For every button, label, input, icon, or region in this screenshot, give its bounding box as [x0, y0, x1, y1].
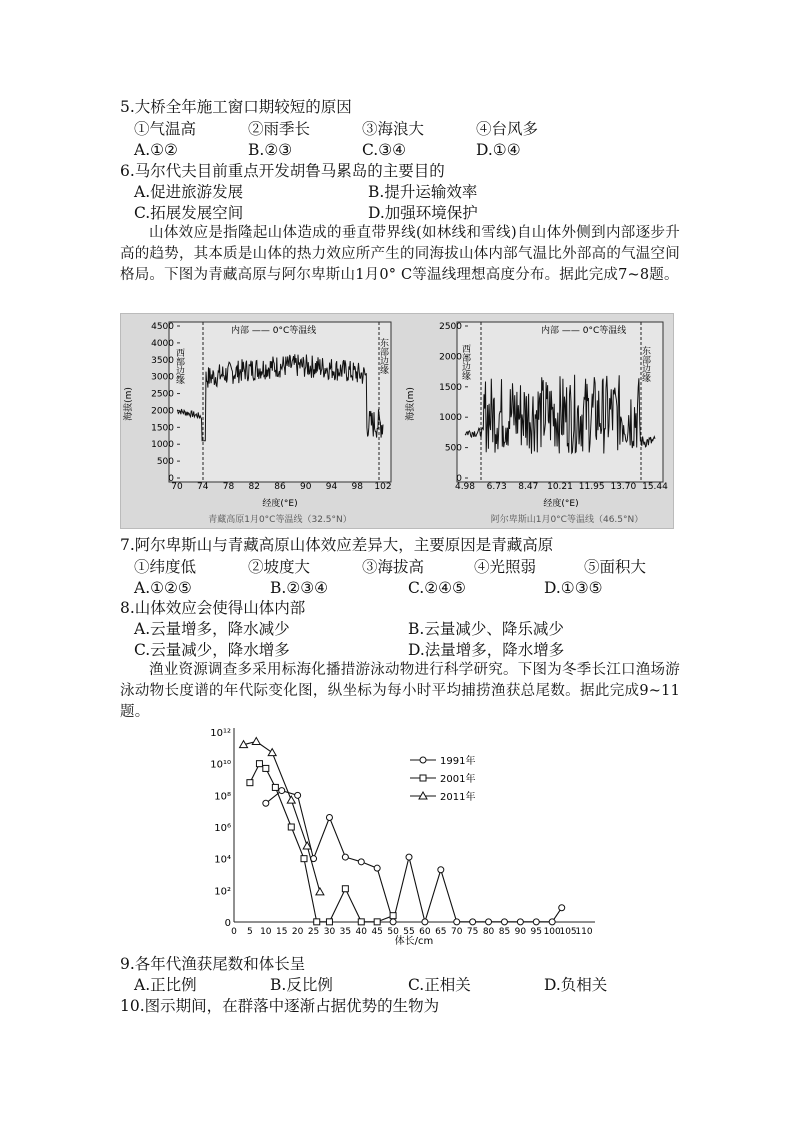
q9-option-a: A.正比例	[134, 976, 197, 994]
q6-option-c: C.拓展发展空间	[134, 204, 244, 222]
chart-xtick: 75	[466, 927, 479, 937]
chart-xtick: 90	[514, 927, 527, 937]
point-1991	[406, 854, 412, 860]
alps-ytick: 2500	[439, 322, 462, 332]
legend-marker	[420, 757, 426, 763]
tibet-xtick: 94	[325, 482, 338, 492]
point-1991	[438, 867, 444, 873]
tibet-ytick: 2000	[151, 406, 174, 417]
point-1991	[263, 800, 269, 806]
q7-choice-4: ④光照弱	[474, 558, 537, 576]
chart-xtick: 25	[307, 927, 320, 937]
point-1991	[533, 919, 539, 925]
point-1991	[422, 919, 428, 925]
chart-xtick: 35	[339, 927, 352, 937]
chart-xtick: 20	[291, 927, 304, 937]
series-line-2	[244, 742, 320, 892]
tibet-xtick: 86	[274, 482, 286, 492]
tibet-ytick: 3500	[151, 355, 174, 366]
point-1991	[517, 919, 523, 925]
q7-option-d: D.①③⑤	[544, 579, 603, 597]
tibet-legend: 内部 —— 0°C等温线	[231, 326, 317, 336]
tibet-ytick: 0	[168, 474, 174, 484]
chart-xtick: 40	[355, 927, 367, 937]
tibet-ytick: 2500	[151, 389, 174, 400]
q8-option-c: C.云量减少，降水增多	[134, 641, 290, 659]
chart-xtick: 100	[543, 927, 561, 937]
chart-ytick: 10¹²	[210, 728, 231, 739]
point-2011	[252, 738, 260, 745]
chart-ytick: 10⁶	[214, 823, 231, 834]
alps-ytick: 1500	[439, 382, 462, 393]
q9-option-b: B.反比例	[270, 976, 333, 994]
q7-stem: 7.阿尔卑斯山与青藏高原山体效应差异大，主要原因是青藏高原	[120, 536, 554, 554]
chart-xtick: 45	[371, 927, 383, 937]
q9-option-d: D.负相关	[544, 976, 608, 994]
chart-ytick: 10²	[214, 886, 231, 898]
point-1991	[549, 919, 555, 925]
point-2001	[272, 784, 278, 790]
q5-choice-3: ③海浪大	[362, 120, 425, 138]
point-1991	[470, 919, 476, 925]
q6-option-b: B.提升运输效率	[368, 183, 478, 201]
chart-xtick: 65	[435, 927, 447, 937]
tibet-xtick: 82	[248, 482, 260, 492]
chart-xtick: 5	[247, 927, 253, 937]
tibet-xtick: 74	[197, 482, 209, 492]
chart-xtick: 80	[482, 927, 495, 937]
chart-ytick: 10⁴	[214, 854, 231, 866]
q8-option-a: A.云量增多，降水减少	[134, 620, 290, 638]
alps-legend: 内部 —— 0°C等温线	[541, 326, 627, 336]
point-2001	[288, 824, 294, 830]
point-1991	[295, 792, 301, 798]
tibet-west-label: 西部边缘	[174, 348, 184, 384]
passage-mountain-effect: 山体效应是指隆起山体造成的垂直带界线(如林线和雪线)自山体外侧到内部逐步升高的趋势，其本质是山体的热力效应所产生的同海拔山体内部气温比外部高的气温空间格局。下图为青藏高原与阿尔卑斯山1月0° C等温线理想高度分布。据此完成7~8题。	[120, 225, 680, 283]
chart-xtick: 105	[559, 927, 577, 937]
q7-option-c: C.②④⑤	[408, 579, 466, 597]
alps-xtick: 15.44	[642, 482, 668, 492]
chart-xlabel: 体长/cm	[394, 936, 434, 947]
point-1991	[342, 854, 348, 860]
chart-xtick: 60	[419, 927, 431, 937]
chart-ytick: 10¹⁰	[210, 759, 231, 771]
alps-ytick: 1000	[439, 413, 462, 424]
chart-xtick: 95	[530, 927, 542, 937]
alps-xtick: 4.98	[454, 482, 476, 492]
q5-choice-1: ①气温高	[134, 120, 197, 138]
tibet-ytick: 4000	[151, 338, 174, 349]
tibet-xtick: 70	[171, 482, 183, 492]
q9-option-c: C.正相关	[408, 976, 471, 994]
chart-xtick: 70	[451, 927, 463, 937]
point-2001	[326, 919, 332, 925]
chart-xtick: 10	[260, 927, 272, 937]
q6-option-d: D.加强环境保护	[368, 204, 478, 222]
q5-choice-4: ④台风多	[476, 120, 539, 138]
q7-option-b: B.②③④	[270, 579, 329, 597]
series-line-1	[250, 764, 393, 922]
passage-fishery: 渔业资源调查多采用标海化播措游泳动物进行科学研究。下图为冬季长江口渔场游泳动物长度谱的年代际变化图，纵坐标为每小时平均捕捞渔获总尾数。据此完成9~11题。	[120, 662, 680, 720]
q5-stem: 5.大桥全年施工窗口期较短的原因	[120, 98, 352, 116]
point-1991	[486, 919, 492, 925]
point-1991	[374, 865, 380, 871]
point-1991	[390, 919, 396, 925]
tibet-xtick: 78	[222, 482, 235, 492]
tibet-caption: 青藏高原1月0°C等温线（32.5°N）	[208, 515, 352, 525]
q7-choice-2: ②坡度大	[248, 558, 311, 576]
tibet-xtick: 90	[300, 482, 312, 492]
isotherm-figure	[120, 313, 674, 529]
alps-xtick: 11.95	[578, 482, 605, 492]
q5-option-d: D.①④	[476, 141, 521, 159]
q5-choice-2: ②雨季长	[248, 120, 311, 138]
tibet-xtick: 98	[351, 482, 363, 492]
q8-option-d: D.法量增多，降水增多	[408, 641, 565, 659]
point-2011	[287, 796, 295, 803]
chart-ytick: 10⁸	[214, 791, 231, 803]
alps-panel	[404, 322, 668, 525]
alps-ytick: 2000	[439, 352, 462, 363]
legend-label: 2011年	[440, 792, 476, 803]
point-2001	[256, 761, 262, 767]
q5-option-c: C.③④	[362, 141, 407, 159]
point-2001	[342, 886, 348, 892]
alps-caption: 阿尔卑斯山1月0°C等温线（46.5°N）	[490, 515, 644, 525]
point-1991	[559, 905, 565, 911]
point-2001	[358, 919, 364, 925]
point-2001	[247, 780, 253, 786]
point-1991	[326, 815, 332, 821]
alps-east-label: 东部边缘	[640, 346, 650, 382]
point-2001	[374, 919, 380, 925]
q8-stem: 8.山体效应会使得山体内部	[120, 599, 306, 617]
tibet-ytick: 500	[156, 457, 174, 468]
tibet-xlabel: 经度(°E)	[262, 499, 298, 509]
point-2001	[314, 919, 320, 925]
tibet-east-label: 东部边缘	[378, 338, 388, 374]
alps-xtick: 6.73	[486, 482, 507, 492]
q9-stem: 9.各年代渔获尾数和体长呈	[120, 955, 306, 973]
q6-stem: 6.马尔代夫目前重点开发胡鲁马累岛的主要目的	[120, 162, 445, 180]
tibet-ytick: 4500	[151, 322, 174, 332]
point-1991	[454, 919, 460, 925]
chart-xtick: 15	[276, 927, 288, 937]
alps-xtick: 13.70	[610, 482, 637, 492]
point-1991	[501, 919, 507, 925]
tibet-ytick: 3000	[151, 372, 174, 383]
q5-option-a: A.①②	[134, 141, 178, 159]
chart-xtick: 55	[403, 927, 415, 937]
q7-option-a: A.①②⑤	[134, 579, 192, 597]
legend-label: 2001年	[440, 774, 476, 785]
alps-ytick: 500	[444, 443, 462, 454]
q8-option-b: B.云量减少、降乐减少	[408, 620, 564, 638]
chart-xtick: 50	[387, 927, 399, 937]
q6-option-a: A.促进旅游发展	[134, 183, 244, 201]
tibet-panel	[122, 322, 392, 525]
alps-xtick: 8.47	[518, 482, 539, 492]
point-1991	[279, 788, 285, 794]
alps-xlabel: 经度(°E)	[543, 499, 579, 509]
length-spectrum-chart	[200, 722, 600, 948]
chart-xtick: 30	[323, 927, 336, 937]
q10-stem: 10.图示期间，在群落中逐渐占据优势的生物为	[120, 997, 440, 1015]
alps-ylabel: 海拔(m)	[406, 387, 416, 421]
chart-xtick: 85	[498, 927, 511, 937]
tibet-ylabel: 海拔(m)	[124, 387, 134, 421]
alps-xtick: 10.21	[547, 482, 573, 492]
chart-xtick: 0	[231, 927, 237, 937]
point-2001	[390, 913, 396, 919]
chart-xtick: 110	[575, 927, 593, 937]
q7-choice-5: ⑤面积大	[584, 558, 647, 576]
legend-label: 1991年	[440, 756, 476, 767]
point-2001	[301, 856, 307, 862]
q7-choice-3: ③海拔高	[362, 558, 425, 576]
point-1991	[358, 859, 364, 865]
alps-west-label: 西部边缘	[460, 344, 470, 380]
tibet-ytick: 1500	[151, 423, 174, 434]
tibet-ytick: 1000	[151, 440, 174, 451]
point-2011	[268, 749, 276, 756]
alps-ytick: 0	[456, 474, 462, 484]
chart-ytick: 0	[224, 918, 231, 929]
q7-choice-1: ①纬度低	[134, 558, 197, 576]
point-2001	[263, 765, 269, 771]
tibet-xtick: 102	[374, 482, 392, 492]
legend-marker	[420, 775, 426, 781]
point-2011	[316, 888, 324, 895]
q5-option-b: B.②③	[248, 141, 293, 159]
